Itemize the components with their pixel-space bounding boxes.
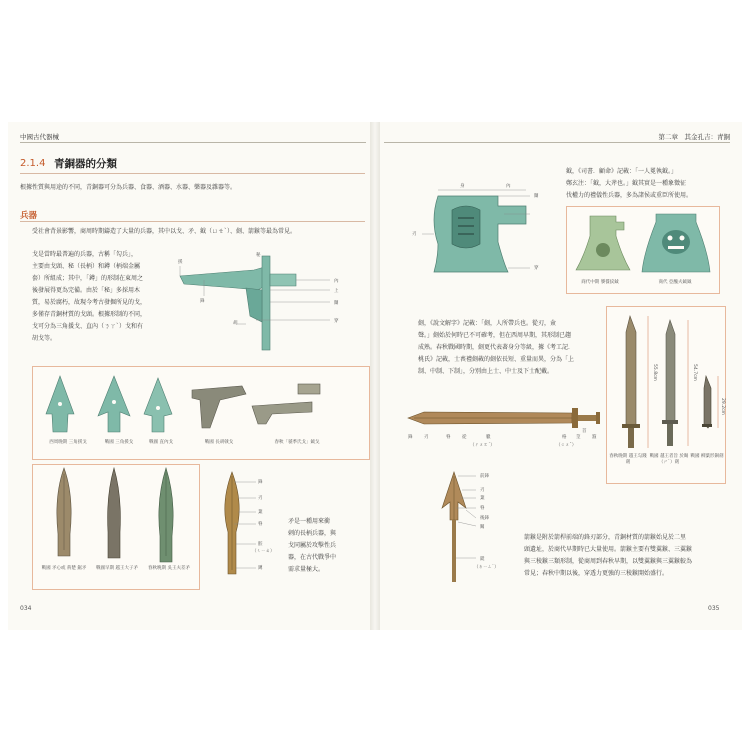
spear-label: （ㄑㄧㄠ） <box>252 549 275 554</box>
yue-label: 內 <box>506 184 511 189</box>
spear-label: 鋒 <box>258 480 263 485</box>
jian-label: 脊 <box>446 435 451 440</box>
sword-length: 29.2cm <box>719 398 725 415</box>
text-line: 套）所組成；其中，「鐏」的形制在東周之 <box>32 275 144 282</box>
halberd-caption: 戰國 直內戈 <box>149 440 173 445</box>
ge-label: 鋒 <box>200 299 205 304</box>
text-line: 後發展得更為完備。由於「秘」多採用木 <box>32 287 141 294</box>
spear-caption: 戰國 矛心或 荊楚 鋸矛 <box>41 566 87 571</box>
ge-label: 秘 <box>256 253 261 258</box>
sword-caption: 戰國 越王者旨 於睗（ㄕˋ）劍 <box>649 454 689 465</box>
right-running-head: 第二章 其金孔吉：青銅 <box>658 133 730 141</box>
text-line: 成熟。春秋戰國時期，劍更代表著身分等級，據《考工記． <box>418 344 575 351</box>
jian-label: 莖 <box>576 435 581 440</box>
jian-label: 首 <box>582 429 587 434</box>
text-line: 矛是一種用來衝 <box>288 518 331 525</box>
spear-label: 骹 <box>258 542 263 547</box>
spear-label: 刃 <box>258 496 263 501</box>
yue-label: 穿 <box>534 266 539 271</box>
spear-label: 脊 <box>258 522 263 527</box>
arrow-label: 脊 <box>480 506 485 511</box>
halberd-caption: 戰國 三角援戈 <box>104 440 134 445</box>
jian-label: 鋒 <box>408 435 413 440</box>
spear-illustrations <box>40 466 200 566</box>
text-line: 需求量極大。 <box>288 566 325 573</box>
text-line: 鄭玄注：「鉞，大斧也。」鉞其實是一種象徵征 <box>566 180 687 187</box>
text-line: 與三稜鏃三類形制，從商周到春秋早期，以雙翼鏃與三翼鏃較為 <box>524 558 693 565</box>
sword-caption: 春秋晚期 越王勾踐劍 <box>609 454 647 465</box>
book-gutter <box>370 122 380 630</box>
subheading-rule <box>20 221 365 222</box>
spear-caption: 戰國早期 越王大子矛 <box>96 566 138 571</box>
ge-label: 上 <box>334 289 339 294</box>
left-header-rule <box>20 142 366 143</box>
jian-label: 刃 <box>424 435 429 440</box>
yue-label: 闌 <box>534 194 539 199</box>
ge-label: 胡 <box>233 321 238 326</box>
jian-label: 從 <box>462 435 467 440</box>
yue-caption: 商代 亞醜夫鉞鉞 <box>658 280 692 285</box>
ge-label: 援 <box>178 260 183 265</box>
halberd-caption: 西周晚期 三角援戈 <box>49 440 87 445</box>
sword-length: 54.7cm <box>691 364 697 381</box>
sword-illustrations <box>612 312 722 462</box>
text-line: 箭鏃是附於箭桿前端的鋒刃部分，青銅材質的箭鏃始見於二里 <box>524 534 687 541</box>
yue-label: 身 <box>460 184 465 189</box>
arrow-label: 前鋒 <box>480 474 489 479</box>
text-line: 伐權力的禮儀性兵器，多為諸侯或重臣所使用。 <box>566 192 693 199</box>
text-line: 戈同屬於攻擊性兵 <box>288 542 337 549</box>
arrow-label: 鋌 <box>480 557 485 562</box>
spear-anatomy-diagram <box>212 470 262 580</box>
jian-label: 箍 <box>592 435 597 440</box>
weapons-subheading: 兵器 <box>20 211 38 221</box>
jian-anatomy-diagram <box>404 398 604 438</box>
text-line: 胡戈等。 <box>32 335 57 342</box>
spear-label: 葉 <box>258 510 263 515</box>
spear-caption: 春秋晚期 吳王夫差矛 <box>148 566 190 571</box>
arrow-label: 葉 <box>480 496 485 501</box>
text-line: 常見；春秋中期以後，穿透力更強的三稜鏃開始盛行。 <box>524 570 669 577</box>
intro-paragraph: 根據性質與用途的不同，青銅器可分為兵器、食器、酒器、水器、樂器及雜器等。 <box>20 184 237 191</box>
text-line: 多僅存青銅材質的戈頭。根據形制的不同， <box>32 311 147 318</box>
yue-caption: 商代中期 饕餮紋鉞 <box>581 280 619 285</box>
text-line: 桃氏》記載，士喪禮劍載的劍依長短、重量而異，分為「上 <box>418 356 575 363</box>
jian-label: 格 <box>562 435 567 440</box>
text-line: 戈是當時最普遍的兵器，古稱「勾兵」， <box>32 251 138 258</box>
arrow-label: 後鋒 <box>480 516 489 521</box>
section-title: 青銅器的分類 <box>54 158 117 170</box>
ge-label: 內 <box>334 279 339 284</box>
text-line: 器，在古代戰爭中 <box>288 554 337 561</box>
ge-label: 穿 <box>334 319 339 324</box>
halberd-caption: 戰國 長胡戟戈 <box>204 440 234 445</box>
right-header-rule <box>384 142 730 143</box>
yue-anatomy-diagram <box>408 180 548 280</box>
halberd-caption: 春秋「虢季氏戈」鉞戈 <box>274 440 320 445</box>
right-page-number: 035 <box>708 605 720 612</box>
yue-illustrations <box>572 212 712 276</box>
left-running-head: 中國古代器械 <box>20 133 59 141</box>
weapons-paragraph: 受社會背景影響，商周時期鑄造了大量的兵器，其中以戈、矛、鉞（ㄩㄝˋ）、劍、箭鏃等最為常見。 <box>32 228 297 235</box>
ge-anatomy-diagram <box>176 250 356 360</box>
arrow-label: （ㄉㄧㄥˋ） <box>474 565 499 570</box>
text-line: 劍，《說文解字》記載：「劍，人所帶兵也。從刃，僉 <box>418 320 557 327</box>
arrow-label: 刃 <box>480 488 485 493</box>
spear-label: 鐏 <box>258 566 263 571</box>
text-line: 戈可分為三角援戈、直內（ㄋㄚˋ）戈和有 <box>32 323 144 330</box>
section-number: 2.1.4 <box>20 158 46 169</box>
left-page-number: 034 <box>20 605 32 612</box>
text-line: 制、中制、下制」，分別由上士、中士及下士配戴。 <box>418 368 554 375</box>
text-line: 聲。」劍始於何時已不可確考，但在西周早期，其形制已趨 <box>418 332 572 339</box>
halberd-illustrations <box>40 372 370 442</box>
jian-label: 臘 <box>486 435 491 440</box>
jian-label-note: （ㄔㄨㄛˊ） <box>470 443 495 448</box>
sword-caption: 戰國 柳葉形銅劍 <box>690 454 724 459</box>
text-line: 鉞，《司書．顧命》記載：「一人冕執鉞。」 <box>566 168 678 175</box>
text-line: 質，易於腐朽，故現今考古發掘所見的戈， <box>32 299 147 306</box>
text-line: 頭遺址，於商代早期時已大量使用。箭鏃主要有雙翼鏃、三翼鏃 <box>524 546 693 553</box>
text-line: 刺的長柄兵器，與 <box>288 530 337 537</box>
text-line: 主要由戈頭、秘（長柄）和鐏（柄端金屬 <box>32 263 141 270</box>
jian-label-note: （ㄍㄨˇ） <box>556 443 577 448</box>
sword-length: 55.8cm <box>651 364 657 381</box>
ge-label: 闌 <box>334 301 339 306</box>
arrow-label: 關 <box>480 525 485 530</box>
yue-label: 刃 <box>412 232 417 237</box>
section-rule <box>20 173 365 174</box>
